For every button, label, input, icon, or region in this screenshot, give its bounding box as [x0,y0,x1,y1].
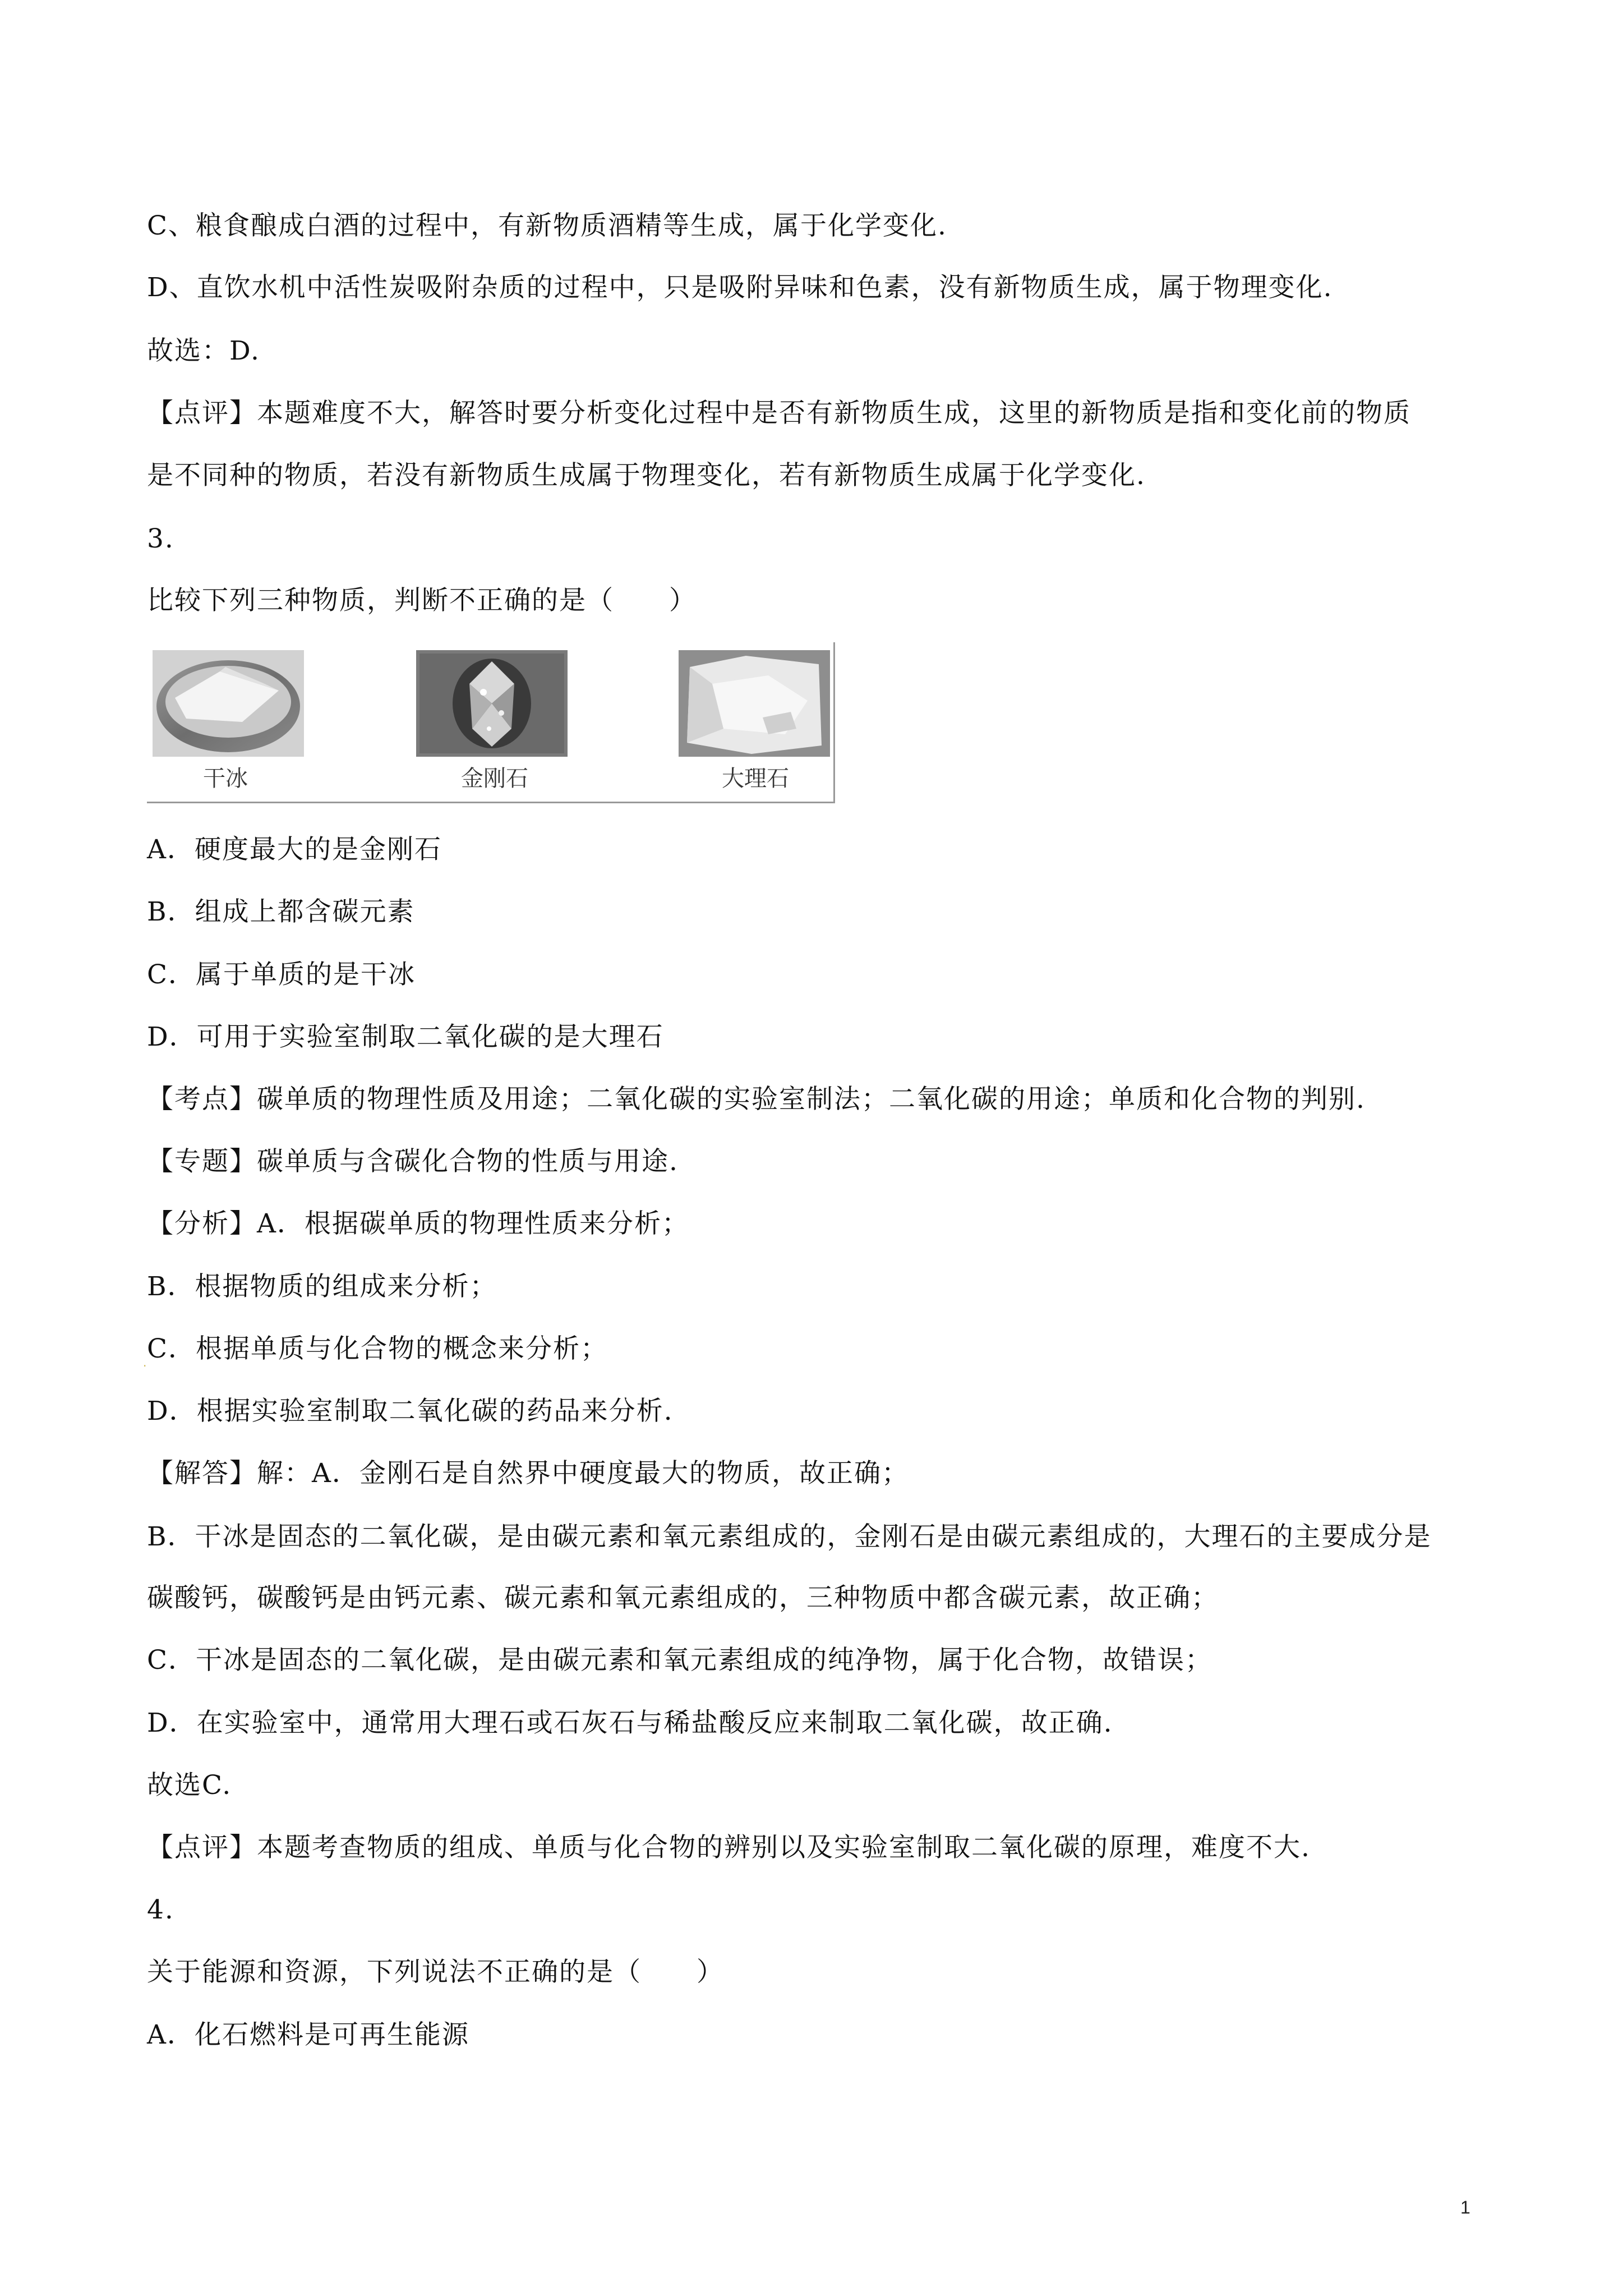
page-number: 1 [1460,2197,1470,2217]
question-number: 3. [147,523,174,554]
diamond-caption: 金刚石 [461,766,528,792]
marble-image [679,650,830,757]
diamond-image [416,650,568,757]
option-b: B．组成上都含碳元素 [147,896,415,927]
text-line: D、直饮水机中活性炭吸附杂质的过程中，只是吸附异味和色素，没有新物质生成，属于物理变化. [147,272,1333,303]
dry-ice-image [153,650,304,757]
text-line: C、粮食酿成白酒的过程中，有新物质酒精等生成，属于化学变化. [147,210,947,241]
minerals-figure [147,642,835,803]
text-line: 【解答】解：A．金刚石是自然界中硬度最大的物质，故正确； [147,1458,909,1489]
text-line: 【点评】本题考查物质的组成、单质与化合物的辨别以及实验室制取二氧化碳的原理，难度不大. [147,1832,1311,1863]
text-line: B．根据物质的组成来分析； [147,1271,497,1302]
text-line: D．根据实验室制取二氧化碳的药品来分析. [147,1396,674,1427]
question-stem: 比较下列三种物质，判断不正确的是（ ） [147,585,697,616]
text-line: 碳酸钙，碳酸钙是由钙元素、碳元素和氧元素组成的，三种物质中都含碳元素，故正确； [147,1582,1219,1613]
question-number: 4. [147,1894,174,1925]
option-a: A．硬度最大的是金刚石 [147,834,442,865]
text-line: C．干冰是固态的二氧化碳，是由碳元素和氧元素组成的纯净物，属于化合物，故错误； [147,1645,1212,1676]
text-line: 【点评】本题难度不大，解答时要分析变化过程中是否有新物质生成，这里的新物质是指和变化前的物质 [147,398,1411,429]
text-line: 故选：D. [147,335,260,366]
dry-ice-caption: 干冰 [203,766,248,792]
text-line: 故选C. [147,1770,232,1801]
option-d: D．可用于实验室制取二氧化碳的是大理石 [147,1022,664,1052]
text-line: B．干冰是固态的二氧化碳，是由碳元素和氧元素组成的，金刚石是由碳元素组成的，大理石的主要成分是 [147,1521,1432,1552]
text-line: 是不同种的物质，若没有新物质生成属于物理变化，若有新物质生成属于化学变化. [147,460,1146,491]
text-line: 【考点】碳单质的物理性质及用途；二氧化碳的实验室制法；二氧化碳的用途；单质和化合物的判别. [147,1084,1366,1115]
option-a: A．化石燃料是可再生能源 [147,2019,469,2050]
stray-mark: · [143,1359,147,1373]
text-line: 【专题】碳单质与含碳化合物的性质与用途. [147,1146,679,1177]
text-line: C．根据单质与化合物的概念来分析； [147,1333,608,1364]
marble-caption: 大理石 [722,766,789,792]
text-line: D．在实验室中，通常用大理石或石灰石与稀盐酸反应来制取二氧化碳，故正确. [147,1708,1113,1738]
option-c: C．属于单质的是干冰 [147,959,416,990]
text-line: 【分析】A．根据碳单质的物理性质来分析； [147,1208,689,1239]
question-stem: 关于能源和资源，下列说法不正确的是（ ） [147,1957,724,1987]
